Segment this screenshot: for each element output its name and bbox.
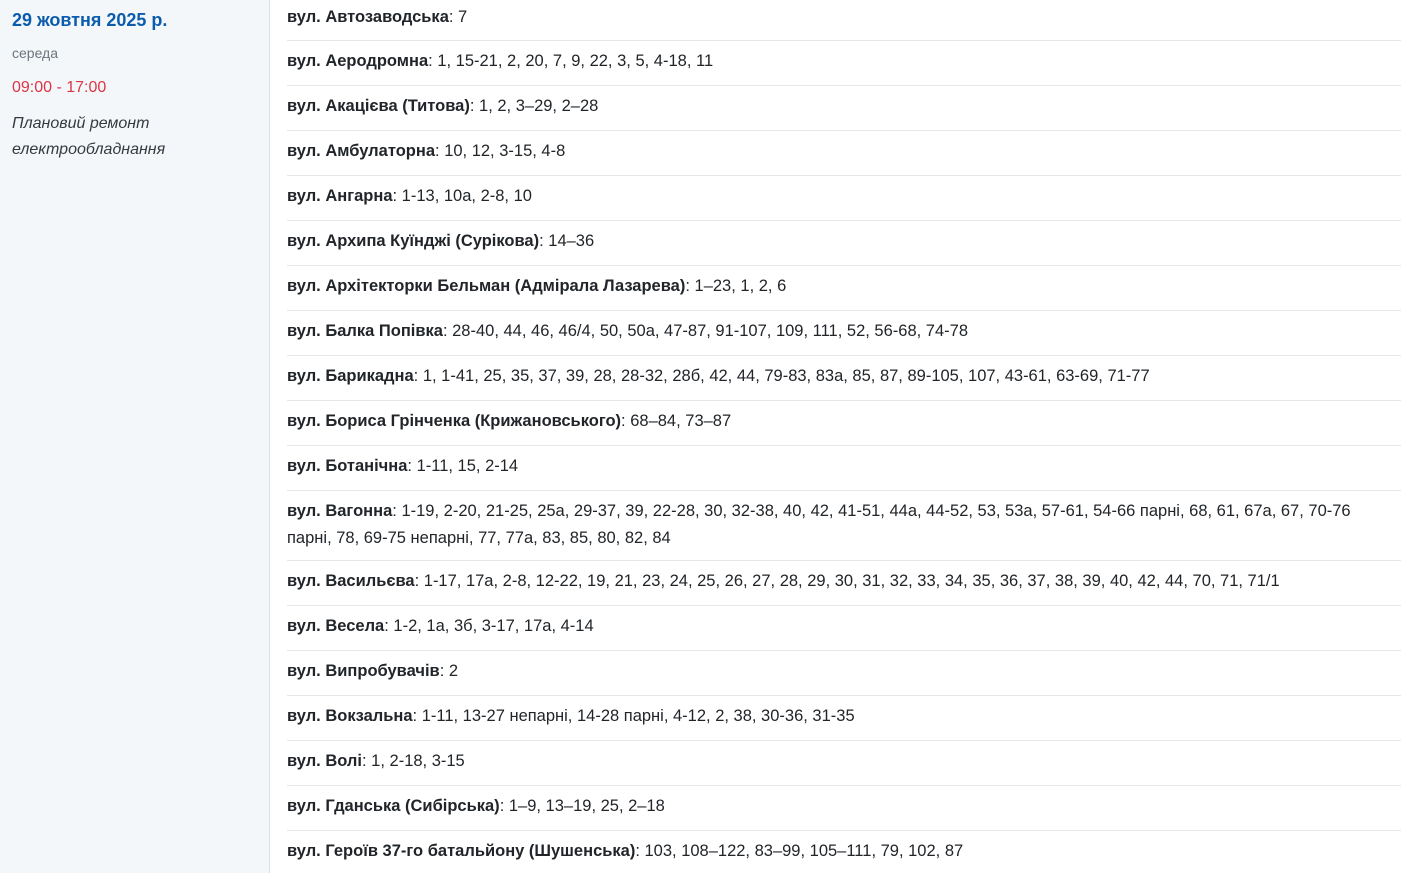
separator: : [392,502,402,520]
house-numbers: 1, 1-41, 25, 35, 37, 39, 28, 28-32, 28б, 42, 44, 79-83, 83а, 85, 87, 89-105, 107, 43-61, 63-69, 71-77 [422,367,1150,385]
street-name: вул. Випробувачів [287,662,440,680]
street-row [287,831,1401,873]
street-row [287,561,1401,606]
separator: : [469,97,480,115]
separator: : [413,367,423,385]
separator: : [448,8,459,26]
house-numbers: 1-11, 15, 2-14 [416,457,519,475]
separator: : [392,187,402,205]
house-numbers: 1-11, 13-27 непарні, 14-28 парні, 4-12, 2, 38, 30-36, 31-35 [421,707,855,725]
house-numbers: 10, 12, 3-15, 4-8 [444,142,566,160]
street-row [287,696,1401,741]
street-row [287,786,1401,831]
outage-time: 09:00 - 17:00 [12,79,107,96]
house-numbers: 1-13, 10а, 2-8, 10 [401,187,532,205]
street-row [287,491,1401,561]
street-name: вул. Ангарна [287,187,393,205]
separator: : [384,617,394,635]
house-numbers: 103, 108–122, 83–99, 105–111, 79, 102, 87 [644,842,964,860]
street-list [270,0,1401,873]
house-numbers: 1, 2-18, 3-15 [371,752,465,770]
street-row [287,651,1401,696]
house-numbers: 14–36 [548,232,595,250]
separator: : [428,52,438,70]
street-row [287,356,1401,401]
street-name: вул. Героїв 37-го батальйону (Шушенська) [287,842,636,860]
separator: : [435,142,445,160]
separator: : [539,232,549,250]
outage-reason: Плановий ремонт електрообладнання [12,115,166,158]
street-name: вул. Акацієва (Титова) [287,97,470,115]
outage-date: 29 жовтня 2025 р. [12,10,168,30]
street-name: вул. Васильєва [287,572,415,590]
separator: : [621,412,631,430]
street-row [287,176,1401,221]
street-name: вул. Бориса Грінченка (Крижановського) [287,412,622,430]
street-name: вул. Архипа Куїнджі (Сурікова) [287,232,540,250]
street-row [287,0,1401,41]
separator: : [442,322,453,340]
street-row [287,221,1401,266]
street-name: вул. Весела [287,617,385,635]
street-row [287,266,1401,311]
street-name: вул. Автозаводська [287,8,449,26]
schedule-info-column [0,0,270,873]
house-numbers: 1-2, 1а, 3б, 3-17, 17а, 4-14 [393,617,594,635]
street-row [287,86,1401,131]
street-name: вул. Ботанічна [287,457,408,475]
street-row [287,311,1401,356]
house-numbers: 2 [448,662,459,680]
street-row [287,446,1401,491]
separator: : [412,707,422,725]
house-numbers: 68–84, 73–87 [630,412,732,430]
street-row [287,606,1401,651]
house-numbers: 1–23, 1, 2, 6 [694,277,787,295]
street-name: вул. Вагонна [287,502,393,520]
street-row [287,131,1401,176]
house-numbers: 7 [458,8,468,26]
street-name: вул. Аеродромна [287,52,429,70]
separator: : [439,662,449,680]
street-name: вул. Вокзальна [287,707,413,725]
street-row [287,401,1401,446]
separator: : [407,457,417,475]
street-name: вул. Волі [287,752,362,770]
street-name: вул. Балка Попівка [287,322,443,340]
street-name: вул. Барикадна [287,367,414,385]
street-name: вул. Амбулаторна [287,142,436,160]
separator: : [414,572,424,590]
house-numbers: 28-40, 44, 46, 46/4, 50, 50а, 47-87, 91-107, 109, 111, 52, 56-68, 74-78 [452,322,968,340]
separator: : [362,752,372,770]
house-numbers: 1–9, 13–19, 25, 2–18 [508,797,665,815]
separator: : [635,842,645,860]
outage-weekday: середа [12,45,59,61]
separator: : [685,277,695,295]
street-name: вул. Архітекторки Бельман (Адмірала Лазарева) [287,277,686,295]
separator: : [499,797,509,815]
street-name: вул. Гданська (Сибірська) [287,797,500,815]
house-numbers: 1-19, 2-20, 21-25, 25а, 29-37, 39, 22-28, 30, 32-38, 40, 42, 41-51, 44а, 44-52, 53, 53а, 57-61, 54-66 парні, 68, 61, 67а, 67, 70-76 парні, 78, 69-75 непарні, 77, 77а, 83, 85, 80, 82, 84 [287,502,1351,547]
house-numbers: 1, 15-21, 2, 20, 7, 9, 22, 3, 5, 4-18, 11 [437,52,714,70]
house-numbers: 1, 2, 3–29, 2–28 [479,97,599,115]
house-numbers: 1-17, 17а, 2-8, 12-22, 19, 21, 23, 24, 25, 26, 27, 28, 29, 30, 31, 32, 33, 34, 35, 36, 37, 38, 39, 40, 42, 44, 70, 71, 71/1 [423,572,1280,590]
street-row [287,41,1401,86]
street-row [287,741,1401,786]
